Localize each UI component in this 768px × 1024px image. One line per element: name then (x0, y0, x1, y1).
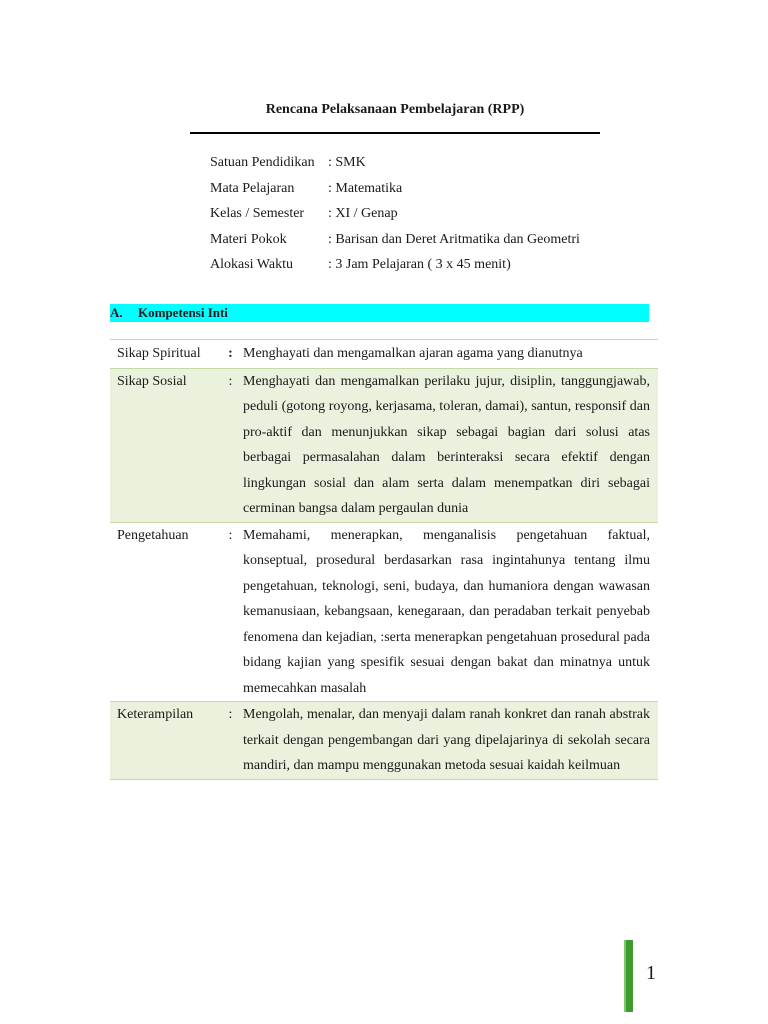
section-heading-text: Kompetensi Inti (138, 305, 228, 320)
meta-row-materi-pokok (210, 227, 650, 253)
competency-colon: : (228, 373, 233, 389)
table-row-pengetahuan (110, 523, 658, 703)
meta-value: : Matematika (328, 180, 403, 196)
meta-row-satuan-pendidikan (210, 150, 650, 176)
table-row-keterampilan (110, 702, 658, 780)
meta-row-alokasi-waktu (210, 252, 650, 278)
document-title: Rencana Pelaksanaan Pembelajaran (RPP) (265, 102, 525, 117)
section-heading-kompetensi-inti (110, 304, 649, 322)
meta-value: : XI / Genap (328, 206, 398, 221)
competency-colon: : (228, 527, 233, 543)
page-marker-bar (624, 940, 633, 1012)
competency-description: Memahami, menerapkan, menganalisis pengetahuan faktual, konseptual, prosedural berdasarkan rasa ingintahunya tentang ilmu pengetahuan, teknologi, seni, budaya, dan humaniora dengan wawasan kemanusiaan, kebangsaan, kenegaraan, dan peradaban terkait penyebab fenomena dan kejadian, :serta menerapkan pengetahuan prosedural pada bidang kajian yang spesifik sesuai dengan bakat dan minatnya untuk memecahkan masalah (243, 527, 650, 696)
meta-label: Alokasi Waktu (210, 257, 293, 272)
competency-label: Sikap Sosial (117, 373, 187, 389)
section-letter: A. (110, 305, 123, 320)
title-divider (190, 132, 600, 134)
competency-label: Keterampilan (117, 707, 194, 722)
meta-row-mata-pelajaran (210, 176, 650, 202)
kompetensi-inti-table (110, 339, 658, 780)
competency-label: Sikap Spiritual (117, 346, 201, 361)
meta-label: Materi Pokok (210, 231, 287, 247)
competency-description: Menghayati dan mengamalkan ajaran agama yang dianutnya (243, 346, 583, 361)
competency-label: Pengetahuan (117, 527, 189, 543)
competency-description: Menghayati dan mengamalkan perilaku jujur, disiplin, tanggungjawab, peduli (gotong royong, kerjasama, toleran, damai), santun, responsif dan pro-aktif dan menunjukkan sikap sebagai bagian dari solusi atas berbagai permasalahan dalam berinteraksi secara efektif dengan lingkungan sosial dan alam serta dalam menempatkan diri sebagai cerminan bangsa dalam pergaulan dunia (243, 373, 650, 516)
competency-colon: : (228, 707, 233, 722)
table-row-sikap-sosial (110, 369, 658, 523)
page-number: 1 (646, 962, 656, 984)
table-row-sikap-spiritual (110, 339, 658, 369)
meta-label: Kelas / Semester (210, 206, 305, 221)
meta-value: : SMK (328, 155, 366, 170)
meta-value: : 3 Jam Pelajaran ( 3 x 45 menit) (328, 257, 511, 272)
meta-value: : Barisan dan Deret Aritmatika dan Geometri (328, 231, 580, 247)
meta-row-kelas-semester (210, 201, 650, 227)
meta-label: Mata Pelajaran (210, 180, 295, 196)
meta-label: Satuan Pendidikan (210, 155, 315, 170)
rpp-identity-block (210, 150, 650, 278)
competency-description: Mengolah, menalar, dan menyaji dalam ranah konkret dan ranah abstrak terkait dengan pengembangan dari yang dipelajarinya di sekolah secara mandiri, dan mampu menggunakan metoda sesuai kaidah keilmuan (243, 707, 650, 773)
competency-colon: : (228, 346, 233, 361)
